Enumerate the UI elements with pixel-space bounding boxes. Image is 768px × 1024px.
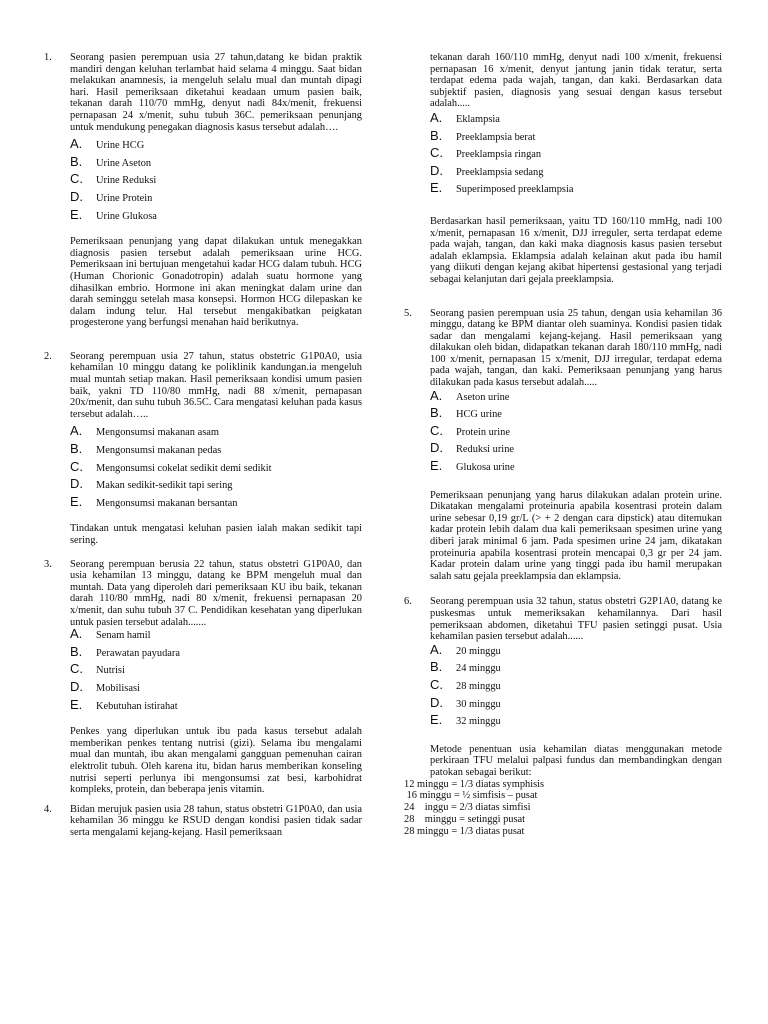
option-letter: C. [430,145,443,161]
question-stem: Seorang perempuan usia 27 tahun, status obstetric G1P0A0, usia kehamilan 10 minggu datang ke poliklinik kandungan.ia mengeluh mual muntah setiap makan. Hasil pemeriksaan kondisi umum pasien baik, yakni TD 110/80 mmHg, nadi 88 x/menit, pernapasan 20x/menit, dan suhu tubuh 36.5C. Cara mengatasi keluhan pada kasus tersebut adalah….. [70,350,362,420]
question-2 [44,351,362,547]
question-5 [404,308,722,583]
option-text: 32 minggu [456,716,501,728]
option-text: Urine Protein [96,192,153,204]
question-number: 1. [44,52,52,63]
answer-option[interactable] [430,162,722,183]
answer-option[interactable] [70,138,362,156]
option-text: 30 minggu [456,698,501,710]
option-text: 24 minggu [456,663,501,675]
tfu-line: 12 minggu = 1/3 diatas symphisis [404,778,545,790]
question-3 [44,559,362,796]
question-4 [44,804,362,839]
option-text: Aseton urine [456,391,510,403]
question-6 [404,596,722,778]
answer-option[interactable] [70,493,362,514]
option-letter: B. [70,441,83,457]
answer-explanation: Pemeriksaan penunjang yang dapat dilakukan untuk menegakkan diagnosis pasien tersebut adalah pemeriksaan urine HCG. Pemeriksaan ini bertujuan mengetahui kadar HCG dalam tubuh. HCG (Human Chorionic Gonadotropin) adalah suatu hormone yang dihasilkan embrio. Hormone ini akan meningkat dalam urine dan darah seminggu setelah masa konsepsi. Hormon HCG dilepaskan ke dalam indung telur. Hal tersebut mengakibatkan peigkatan progesterone yang berfungsi menahan haid berikutnya. [70,236,362,329]
answer-option[interactable] [70,425,362,443]
option-letter: D. [430,162,443,178]
option-letter: E. [430,712,443,728]
option-text: Preeklampsia ringan [456,149,542,161]
answer-option[interactable] [70,458,362,479]
option-text: Mengonsumsi makanan asam [96,427,219,439]
option-letter: E. [70,696,83,712]
option-text: Glukosa urine [456,462,515,474]
option-letter: E. [430,180,443,196]
option-letter: B. [430,405,443,421]
option-text: Mobilisasi [96,682,140,694]
right-column [404,52,722,837]
question-stem: Seorang pasien perempuan usia 25 tahun, dengan usia kehamilan 36 minggu, datang ke BPM diantar oleh suaminya. Kondisi pasien tidak sadar dan mengalami kejang-kejang. Hasil pemeriksaan yang dilakukan oleh bidan, didapatkan tekanan darah 180/110 mmHg, nadi 100 x/menit, pernapasan 15 x/menit, DJJ irregular, terdapat edema pada wajah, tangan, dan kaki. Pemeriksaan penunjang yang harus dilakukan pada kasus tersebut adalah..... [430,307,722,389]
option-letter: C. [70,171,83,187]
option-letter: D. [430,694,443,710]
option-letter: E. [70,493,83,509]
option-text: Reduksi urine [456,444,515,456]
left-column [44,52,362,838]
answer-option[interactable] [70,478,362,496]
answer-option[interactable] [430,422,722,443]
answer-explanation: Penkes yang diperlukan untuk ibu pada kasus tersebut adalah memberikan penkes tentang nutrisi (gizi). Selama ibu mengalami mual dan muntah, ibu akan mengalami gangguan pemenuhan cairan elektrolit tubuh. Oleh karena itu, bidan harus memberikan konseling nutrisi seperti perlunya ibi mengonsumsi zat besi, karbohidrat kompleks, protein, dan beberapa jenis vitamin. [70,726,362,796]
option-text: Eklampsia [456,113,500,125]
option-letter: C. [430,422,443,438]
option-text: Urine Glukosa [96,210,157,222]
option-letter: D. [70,678,83,694]
question-number: 3. [44,558,52,570]
answer-options [70,628,362,716]
question-number: 6. [404,596,412,608]
answer-options [430,109,722,200]
option-text: Mengonsumsi cokelat sedikit demi sedikit [96,462,272,474]
option-text: Urine Aseton [96,157,152,169]
answer-option[interactable] [70,206,362,227]
option-letter: B. [430,659,443,675]
option-text: Makan sedikit-sedikit tapi sering [96,480,233,492]
answer-options [70,138,362,226]
answer-explanation: Pemeriksaan penunjang yang harus dilakukan adalan protein urine. Dikatakan mengalami proteinuria apabila kosentrasi protein dalam urine sebesar 0,19 gr/L (> + 2 dengan cara dipstick) atau ditemukan kadar protein lebih dalam dua kali pemeriksaan spesimen urine yang diberi jarak minimal 6 jam. Pada spesimen urine 24 jam, dikatakan proteinuria apabila kosentrasi protein mencapai 0,3 gr per 24 jam. Kadar protein dalam urine yang tinggi pada ibu hamil merupakan salah satu gejala preeklampsia dan eklampsia. [430,489,722,582]
answer-option[interactable] [430,407,722,425]
tfu-line: 28 minggu = 1/3 diatas pusat [404,825,525,837]
option-letter: A. [70,136,83,152]
option-text: Superimposed preeklampsia [456,184,574,196]
option-letter: A. [70,423,83,439]
answer-options [430,641,722,732]
option-text: Mengonsumsi makanan pedas [96,445,222,457]
answer-option[interactable] [430,661,722,679]
option-text: 20 minggu [456,645,501,657]
question-stem: Seorang perempuan berusia 22 tahun, status obstetri G1P0A0, dan usia kehamilan 13 minggu, datang ke BPM mengeluh mual dan muntah. Data yang diperoleh dari pemeriksaan KU ibu baik, tekanan darah 110/80 mmHg, nadi 80 x/menit, frekuensi pernapasan 20 x/menit, dan suhu tubuh 37 C. Pendidikan kesehatan yang diperlukan untuk pasien tersebut adalah....... [70,558,362,628]
answer-options [70,425,362,513]
answer-explanation: Berdasarkan hasil pemeriksaan, yaitu TD 160/110 mmHg, nadi 100 x/menit, pernapasan 16 x/menit, DJJ irreguler, serta terdapat edeme pada wajah, tangan, dan kaki maka diagnosis kasus pasien tersebut adalah eklampsia. Eklampsia adalah kelainan akut pada ibu hamil yang diikuti dengan kejang akibat hipertensi gestasional yang terjadi sebagai kelanjutan dari gejala preeklampsia. [430,215,722,285]
answer-option[interactable] [430,182,722,200]
question-number: 5. [404,307,412,319]
question-stem: tekanan darah 160/110 mmHg, denyut nadi 100 x/menit, frekuensi pernapasan 16 x/menit, denyut jantung janin tidak teratur, serta terdapat edema pada wajah, tangan, dan kaki. Berdasarkan data subjektif pasien, diagnosis yang sesuai dengan kasus tersebut adalah..... [430,52,722,110]
option-text: Senam hamil [96,630,151,642]
answer-option[interactable] [430,109,722,130]
answer-option[interactable] [70,696,362,717]
option-letter: D. [430,440,443,456]
option-letter: B. [70,643,83,659]
answer-option[interactable] [70,628,362,646]
question-1 [44,52,362,329]
question-4-continued [404,52,722,286]
option-text: 28 minggu [456,680,501,692]
answer-option[interactable] [70,443,362,461]
answer-option[interactable] [430,714,722,732]
option-letter: C. [70,661,83,677]
answer-option[interactable] [430,442,722,460]
option-text: Preeklampsia berat [456,131,536,143]
tfu-line: 16 minggu = ½ simfisis – pusat [404,790,538,802]
answer-option[interactable] [70,153,362,174]
answer-option[interactable] [70,643,362,664]
option-text: Urine Reduksi [96,175,157,187]
question-stem: Bidan merujuk pasien usia 28 tahun, status obstetri G1P0A0, dan usia kehamilan 36 minggu ke RSUD dengan kondisi pasien tidak sadar serta mengalami kejang-kejang. Hasil pemeriksaan [70,803,362,838]
option-text: Urine HCG [96,140,145,152]
option-text: Kebutuhan istirahat [96,700,178,712]
option-letter: E. [70,206,83,222]
option-letter: C. [430,676,443,692]
answer-option[interactable] [430,387,722,408]
option-text: Protein urine [456,426,510,438]
option-letter: A. [430,109,443,125]
option-letter: B. [70,153,83,169]
option-letter: A. [430,641,443,657]
tfu-line: 24 inggu = 2/3 diatas simfisi [404,802,531,814]
answer-option[interactable] [430,127,722,148]
answer-option[interactable] [430,460,722,478]
answer-options [430,387,722,478]
option-letter: B. [430,127,443,143]
option-letter: C. [70,458,83,474]
option-text: Mengonsumsi makanan bersantan [96,497,238,509]
option-letter: D. [70,476,83,492]
answer-option[interactable] [430,147,722,165]
answer-option[interactable] [70,173,362,191]
answer-option[interactable] [70,678,362,699]
answer-explanation: Metode penentuan usia kehamilan diatas menggunakan metode perkiraan TFU melalui palpasi fundus dan membandingkan dengan patokan sebagai berikut: [430,743,722,778]
answer-option[interactable] [430,676,722,697]
option-letter: E. [430,458,443,474]
answer-option[interactable] [430,694,722,715]
tfu-reference-table [404,779,722,838]
question-number: 4. [44,803,52,815]
option-text: Nutrisi [96,665,125,677]
answer-explanation: Tindakan untuk mengatasi keluhan pasien ialah makan sedikit tapi sering. [70,523,362,546]
answer-option[interactable] [70,188,362,209]
option-letter: A. [70,626,83,642]
question-stem: Seorang perempuan usia 32 tahun, status obstetri G2P1A0, datang ke puskesmas untuk memeriksakan kehamilannya. Dari hasil pemeriksaan abdomen, diketahui TFU pasien setinggi pusat. Usia kehamilan pasien tersebut adalah...... [430,596,722,643]
option-text: Perawatan payudara [96,647,180,659]
answer-option[interactable] [430,641,722,662]
option-letter: D. [70,188,83,204]
question-stem: Seorang pasien perempuan usia 27 tahun,datang ke bidan praktik mandiri dengan keluhan terlambat haid selama 4 minggu. Saat bidan melakukan anamnesis, ia mengeluh selalu mual dan muntah dipagi hari. Hasil pemeriksaan diketahui keadaan umum pasien baik, tekanan darah 110/70 mmHg, denyut nadi 84x/menit, frekuensi pernapasan 24 x/menit, suhu tubuh 36C. pemeriksaan penunjang untuk mendukung penegakan diagnosis kasus tersebut adalah…. [70,52,362,133]
option-text: HCG urine [456,409,502,421]
answer-option[interactable] [70,663,362,681]
option-letter: A. [430,387,443,403]
tfu-line: 28 minggu = setinggi pusat [404,813,526,825]
option-text: Preeklampsia sedang [456,166,544,178]
question-number: 2. [44,350,52,362]
